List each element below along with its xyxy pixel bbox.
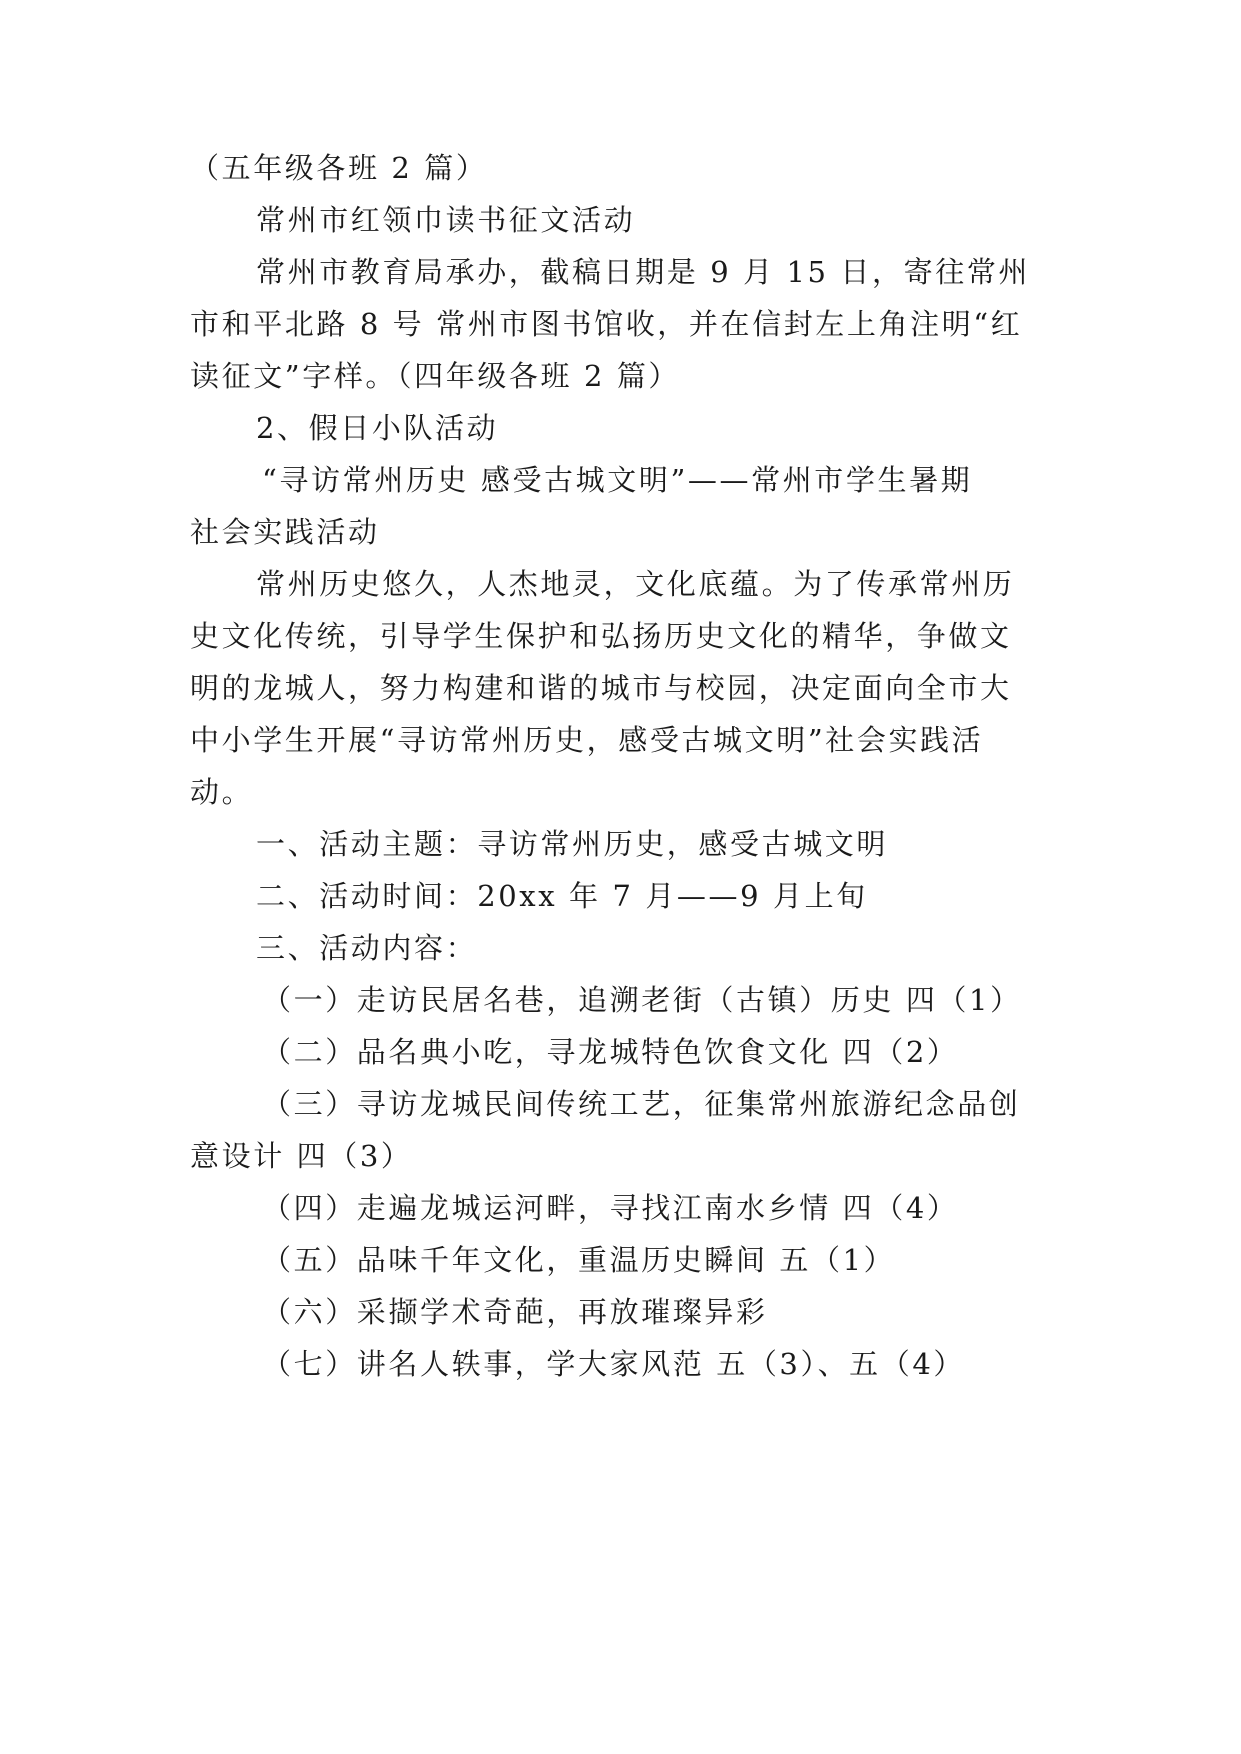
list-item: （五）品味千年文化，重温历史瞬间 五（1） <box>262 1243 896 1277</box>
list-item: （一）走访民居名巷，追溯老街（古镇）历史 四（1） <box>262 983 1022 1017</box>
text-line: 动。 <box>190 775 254 809</box>
text-line: 市和平北路 8 号 常州市图书馆收，并在信封左上角注明“红 <box>190 307 1023 341</box>
list-item: （六）采撷学术奇葩，再放璀璨异彩 <box>262 1295 768 1329</box>
section-title: “寻访常州历史 感受古城文明”——常州市学生暑期 <box>262 463 973 497</box>
text-line: 中小学生开展“寻访常州历史，感受古城文明”社会实践活 <box>190 723 984 757</box>
section-title: 常州市红领巾读书征文活动 <box>256 203 636 237</box>
text-line: 史文化传统，引导学生保护和弘扬历史文化的精华，争做文 <box>190 619 1012 653</box>
text-line: 常州历史悠久，人杰地灵，文化底蕴。为了传承常州历 <box>256 567 1015 601</box>
text-line: 社会实践活动 <box>190 515 380 549</box>
list-item: 三、活动内容： <box>256 931 478 965</box>
text-line: 明的龙城人，努力构建和谐的城市与校园，决定面向全市大 <box>190 671 1012 705</box>
list-item: （二）品名典小吃，寻龙城特色饮食文化 四（2） <box>262 1035 959 1069</box>
list-item: 一、活动主题：寻访常州历史，感受古城文明 <box>256 827 889 861</box>
list-item: 二、活动时间：20xx 年 7 月——9 月上旬 <box>256 879 868 913</box>
text-line: 意设计 四（3） <box>190 1139 413 1173</box>
text-line: 读征文”字样。（四年级各班 2 篇） <box>190 359 681 393</box>
text-line: 常州市教育局承办，截稿日期是 9 月 15 日，寄往常州 <box>256 255 1031 289</box>
list-item: （七）讲名人轶事，学大家风范 五（3）、五（4） <box>262 1347 966 1381</box>
section-heading: 2、假日小队活动 <box>256 411 499 445</box>
list-item: （三）寻访龙城民间传统工艺，征集常州旅游纪念品创 <box>262 1087 1021 1121</box>
text-line: （五年级各班 2 篇） <box>190 151 488 185</box>
list-item: （四）走遍龙城运河畔，寻找江南水乡情 四（4） <box>262 1191 959 1225</box>
